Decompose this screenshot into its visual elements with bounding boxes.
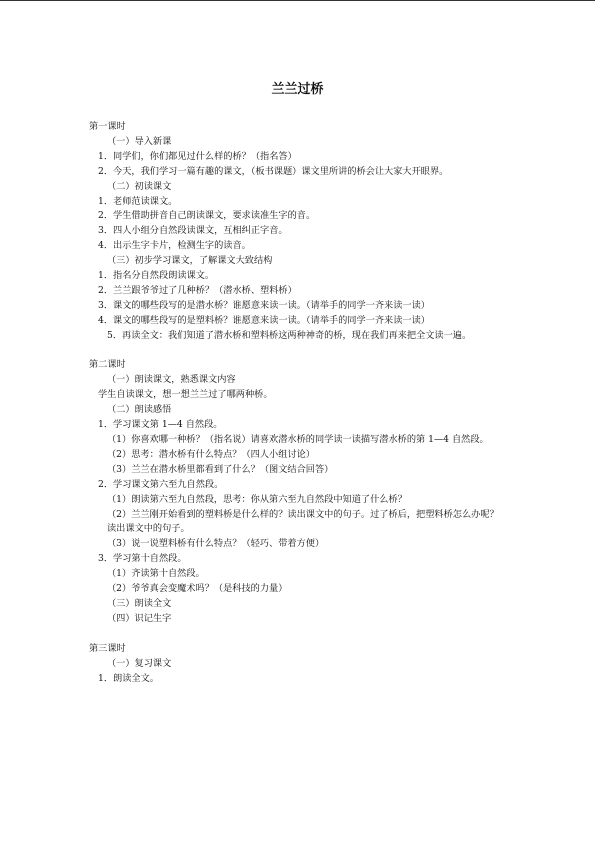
list-item: （2）爷爷真会变魔术吗？（是科技的力量） <box>107 583 288 595</box>
lesson-heading: 第一课时 <box>89 121 126 132</box>
section-heading: （二）朗读感悟 <box>107 404 172 416</box>
list-item: （1）朗读第六至九自然段，思考：你从第六至九自然段中知道了什么桥？ <box>107 493 407 505</box>
spacer <box>89 344 507 359</box>
list-item: （1）齐读第十自然段。 <box>107 568 205 580</box>
section-heading: （一）朗读课文，熟悉课文内容 <box>107 374 236 386</box>
section-heading: （三）初步学习课文，了解课文大致结构 <box>107 255 273 267</box>
list-item: 2．学生借助拼音自己朗读课文，要求读准生字的音。 <box>98 210 316 222</box>
list-item: 2．学习课文第六至九自然段。 <box>98 478 224 490</box>
section-heading: （一）导入新课 <box>107 135 172 147</box>
list-item: 3．课文的哪些段写的是潜水桥？谁愿意来读一读。（请举手的同学一齐来读一读） <box>98 299 430 311</box>
lesson-heading: 第二课时 <box>89 359 126 371</box>
list-item: 1．同学们，你们都见过什么样的桥？（指名答） <box>98 150 297 162</box>
list-item: 4．课文的哪些段写的是塑料桥？谁愿意来读一读。（请举手的同学一齐来读一读） <box>98 314 430 326</box>
list-item: 1．指名分自然段朗读课文。 <box>98 270 215 282</box>
list-item: 2．兰兰跟爷爷过了几种桥？（潜水桥、塑料桥） <box>98 284 297 296</box>
list-item: 5．再读全文：我们知道了潜水桥和塑料桥这两种神奇的桥，现在我们再来把全文读一遍。 <box>107 329 472 341</box>
list-item: 4．出示生字卡片，检测生字的读音。 <box>98 240 251 252</box>
document-title: 兰兰过桥 <box>271 82 324 97</box>
list-item: 1．学习课文第 1—4 自然段。 <box>98 419 223 431</box>
list-item: （2）兰兰刚开始看到的塑料桥是什么样的？读出课文中的句子。过了桥后，把塑料桥怎么办呢？读出课文中的句子。 <box>107 508 499 535</box>
list-item: （1）你喜欢哪一种桥？（指名说）请喜欢潜水桥的同学读一读描写潜水桥的第 1—4 自然段。 <box>107 434 489 446</box>
list-item: （2）思考：潜水桥有什么特点？（四人小组讨论） <box>107 448 315 460</box>
section-heading: （四）识记生字 <box>107 612 172 624</box>
section-heading: （三）朗读全文 <box>107 597 172 609</box>
section-heading: （二）初读课文 <box>107 180 172 192</box>
list-item: 2．今天，我们学习一篇有趣的课文，（板书课题）课文里所讲的桥会让大家大开眼界。 <box>98 165 449 177</box>
list-item: 3．学习第十自然段。 <box>98 553 187 565</box>
list-item: （3）兰兰在潜水桥里都看到了什么？（图文结合回答） <box>107 463 334 475</box>
section-heading: （一）复习课文 <box>107 657 172 669</box>
spacer <box>89 627 507 642</box>
paragraph: 学生自读课文，想一想兰兰过了哪两种桥。 <box>98 389 273 401</box>
list-item: 1．朗读全文。 <box>98 672 159 684</box>
top-border-line <box>0 0 595 1</box>
list-item: 1．老师范读课文。 <box>98 195 178 207</box>
document-body <box>89 120 507 686</box>
list-item: 3．四人小组分自然段读课文，互相纠正字音。 <box>98 225 288 237</box>
lesson-heading: 第三课时 <box>89 642 126 654</box>
list-item: （3）说一说塑料桥有什么特点？（轻巧、带着方便） <box>107 538 325 550</box>
